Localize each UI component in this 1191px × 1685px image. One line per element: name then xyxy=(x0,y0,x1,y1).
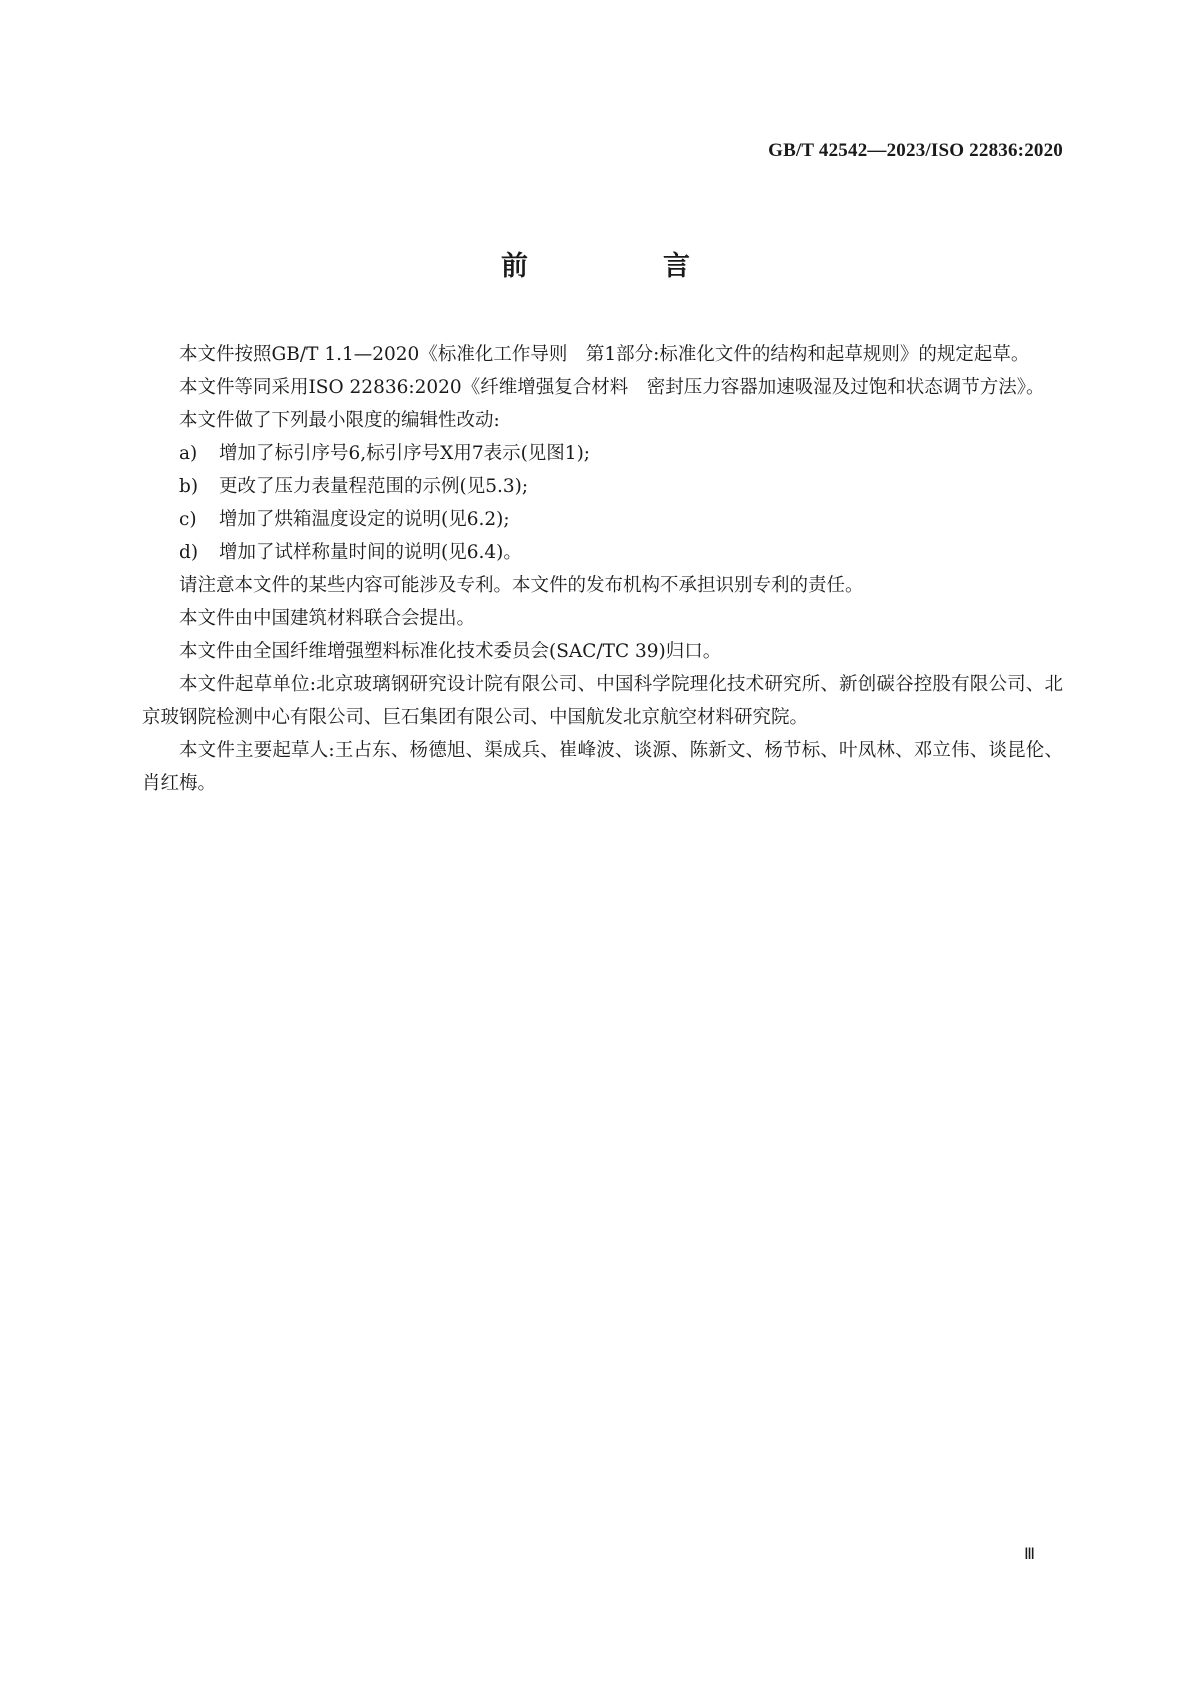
paragraph-committee: 本文件由全国纤维增强塑料标准化技术委员会(SAC/TC 39)归口。 xyxy=(179,641,722,662)
list-item xyxy=(142,536,1063,569)
list-item xyxy=(142,503,1063,536)
page-number: Ⅲ xyxy=(1023,1546,1035,1563)
paragraph-drafters: 本文件主要起草人:王占东、杨德旭、渠成兵、崔峰波、谈源、陈新文、杨节标、叶凤林、邓立伟、谈昆伦、肖红梅。 xyxy=(142,740,1063,794)
list-item-text: 更改了压力表量程范围的示例(见5.3); xyxy=(219,476,529,497)
list-marker: c) xyxy=(179,509,197,530)
page-title: 前 言 xyxy=(501,251,744,282)
list-item xyxy=(142,470,1063,503)
paragraph-drafting-rules: 本文件按照GB/T 1.1—2020《标准化工作导则 第1部分:标准化文件的结构和起草规则》的规定起草。 xyxy=(179,344,1030,365)
paragraph-proposer: 本文件由中国建筑材料联合会提出。 xyxy=(179,608,476,629)
standard-code-header: GB/T 42542—2023/ISO 22836:2020 xyxy=(768,140,1063,161)
list-marker: b) xyxy=(179,476,199,497)
list-item-text: 增加了烘箱温度设定的说明(见6.2); xyxy=(219,509,510,530)
list-item-text: 增加了试样称量时间的说明(见6.4)。 xyxy=(219,542,522,563)
paragraph-changes-intro: 本文件做了下列最小限度的编辑性改动: xyxy=(179,410,500,431)
paragraph-adoption: 本文件等同采用ISO 22836:2020《纤维增强复合材料 密封压力容器加速吸湿及过饱和状态调节方法》。 xyxy=(179,377,1045,398)
list-item xyxy=(142,437,1063,470)
list-marker: a) xyxy=(179,443,198,464)
paragraph-patent-notice: 请注意本文件的某些内容可能涉及专利。本文件的发布机构不承担识别专利的责任。 xyxy=(179,575,864,596)
list-marker: d) xyxy=(179,542,199,563)
list-item-text: 增加了标引序号6,标引序号X用7表示(见图1); xyxy=(219,443,591,464)
foreword-body xyxy=(142,338,1063,800)
paragraph-drafting-units: 本文件起草单位:北京玻璃钢研究设计院有限公司、中国科学院理化技术研究所、新创碳谷控股有限公司、北京玻钢院检测中心有限公司、巨石集团有限公司、中国航发北京航空材料研究院。 xyxy=(142,674,1063,728)
